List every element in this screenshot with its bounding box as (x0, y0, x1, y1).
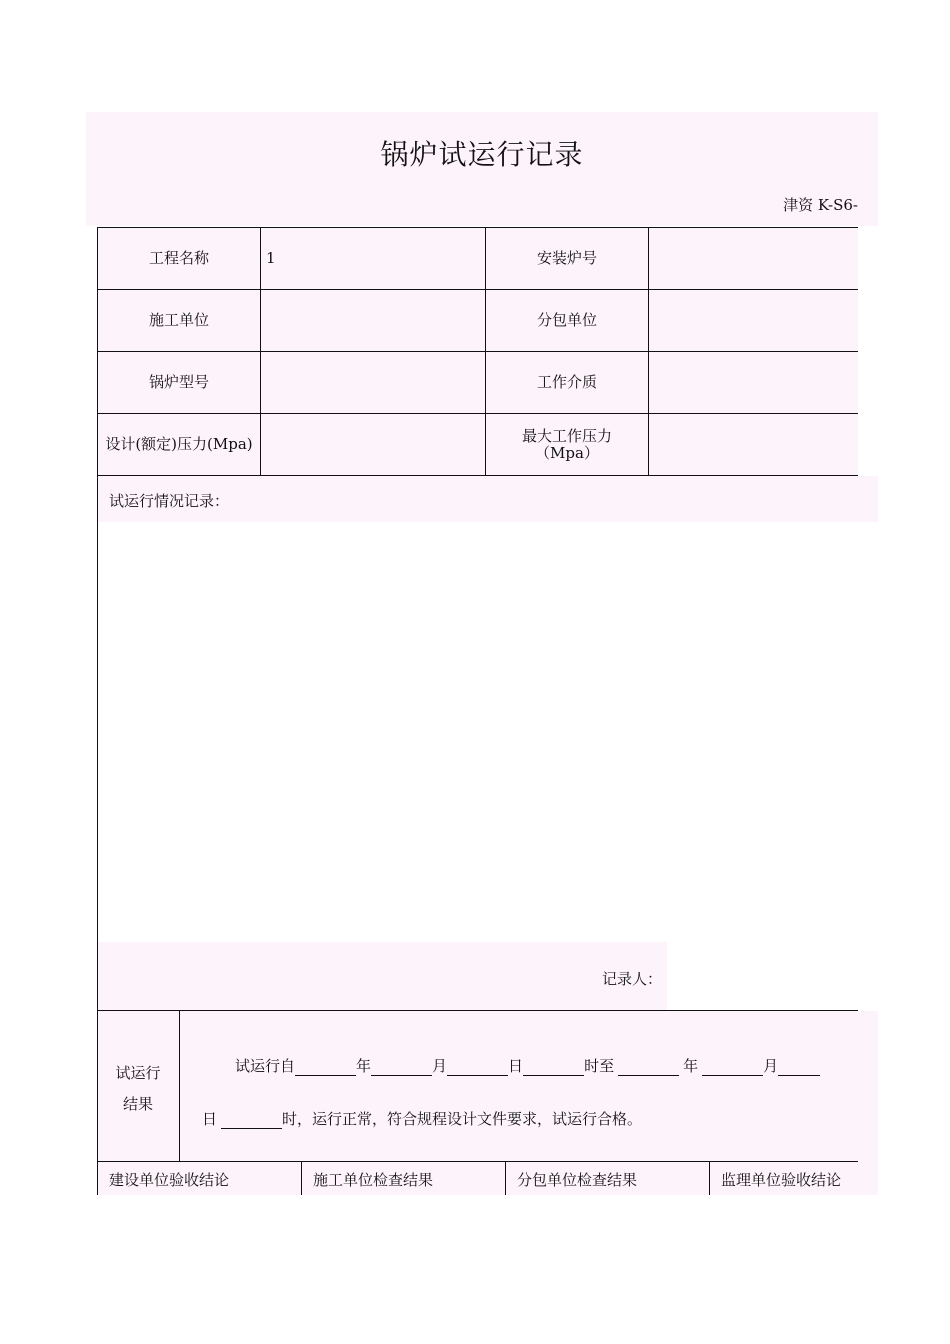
year-text-2: 年 (683, 1057, 699, 1075)
design-pressure-label: 设计(额定)压力(Mpa) (105, 435, 253, 453)
col-divider (709, 1161, 710, 1195)
col-divider (301, 1161, 302, 1195)
start-month-field[interactable] (371, 1057, 432, 1076)
form-code: 津资 K-S6- (783, 196, 858, 214)
subcontractor-result-label: 分包单位检查结果 (517, 1171, 638, 1189)
project-name-value[interactable]: 1 (266, 249, 276, 267)
max-pressure-label (486, 414, 648, 475)
design-pressure-value[interactable] (261, 414, 485, 475)
end-year-field[interactable] (618, 1057, 679, 1076)
hour-to-text: 时至 (584, 1057, 615, 1075)
end-month-field[interactable] (702, 1057, 763, 1076)
end-hour-field[interactable] (221, 1110, 282, 1129)
from-text: 试运行自 (235, 1057, 296, 1075)
end-day-field[interactable] (778, 1057, 820, 1076)
result-label-line1: 试运行 (115, 1064, 161, 1082)
contractor-label: 施工单位 (148, 311, 209, 329)
contractor-result-label: 施工单位检查结果 (313, 1171, 434, 1189)
page-title: 锅炉试运行记录 (380, 138, 584, 171)
result-label-line2: 结果 (122, 1095, 153, 1113)
col-divider (179, 1010, 180, 1161)
boiler-no-value[interactable] (649, 228, 858, 289)
supervisor-conclusion-label: 监理单位验收结论 (721, 1171, 842, 1189)
result-sentence-line1 (235, 1055, 820, 1076)
start-year-field[interactable] (295, 1057, 356, 1076)
contractor-value[interactable] (261, 290, 485, 351)
result-band (97, 1011, 878, 1195)
row-divider (97, 475, 858, 476)
client-conclusion-label: 建设单位验收结论 (109, 1171, 230, 1189)
max-pressure-value[interactable] (649, 414, 858, 475)
year-text: 年 (356, 1057, 372, 1075)
subcontractor-label: 分包单位 (536, 311, 597, 329)
result-sentence-line2 (202, 1108, 642, 1129)
medium-value[interactable] (649, 352, 858, 413)
hour-end-text: 时，运行正常，符合规程设计文件要求，试运行合格。 (282, 1110, 643, 1128)
row-divider (97, 1010, 858, 1011)
subcontractor-value[interactable] (649, 290, 858, 351)
day-text-2: 日 (202, 1110, 218, 1128)
project-name-label: 工程名称 (148, 249, 209, 267)
start-day-field[interactable] (447, 1057, 508, 1076)
record-heading: 试运行情况记录： (109, 492, 230, 510)
month-text-2: 月 (763, 1057, 779, 1075)
result-label (98, 1058, 178, 1120)
max-pressure-label-line1: 最大工作压力 (521, 426, 612, 445)
recorder-band (97, 942, 667, 1010)
day-text: 日 (508, 1057, 524, 1075)
boiler-no-label: 安装炉号 (536, 249, 597, 267)
row-divider (97, 1161, 858, 1162)
max-pressure-label-line2: （Mpa） (535, 443, 599, 462)
record-text-area[interactable] (100, 525, 855, 939)
boiler-model-label: 锅炉型号 (148, 373, 209, 391)
start-hour-field[interactable] (523, 1057, 584, 1076)
medium-label: 工作介质 (536, 373, 597, 391)
col-divider (505, 1161, 506, 1195)
boiler-model-value[interactable] (261, 352, 485, 413)
month-text: 月 (432, 1057, 448, 1075)
recorder-label: 记录人： (602, 970, 663, 988)
